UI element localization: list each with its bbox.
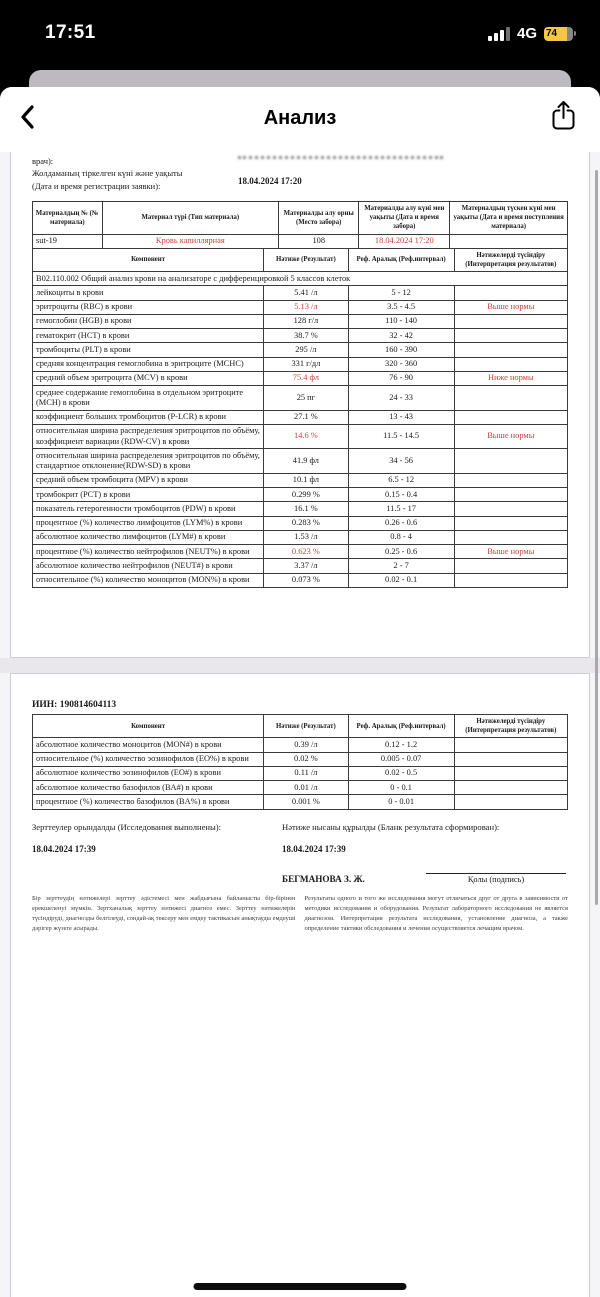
component-cell: абсолютное количество лимфоцитов (LYM#) в крови [33, 530, 264, 544]
table-row [33, 795, 568, 809]
value-cell: 16.1 % [264, 502, 349, 516]
illegible-scan-text [238, 156, 443, 160]
table-row [33, 357, 568, 371]
value-cell: 0.01 /л [264, 781, 349, 795]
value-cell: 5 - 12 [348, 286, 454, 300]
value-cell [450, 234, 568, 248]
home-indicator[interactable] [194, 1283, 407, 1290]
component-cell: процентное (%) количество лимфоцитов (LYM%) в крови [33, 516, 264, 530]
value-cell: 0 - 0.01 [348, 795, 454, 809]
value-cell: 34 - 56 [348, 449, 454, 474]
performed-date: 18.04.2024 17:39 [32, 843, 96, 854]
registration-label-kk: Жолдаманың тіркелген күні және уақыты [32, 168, 183, 179]
value-cell: 27.1 % [264, 410, 349, 424]
value-cell [454, 329, 567, 343]
table-row [33, 516, 568, 530]
section-row [33, 272, 568, 286]
value-cell [454, 752, 567, 766]
column-header: Реф. Аралық (Реф.интервал) [348, 715, 454, 738]
value-cell: 0.39 /л [264, 738, 349, 752]
value-cell [454, 516, 567, 530]
value-cell: 25 пг [264, 386, 349, 411]
table-row [33, 530, 568, 544]
value-cell [454, 781, 567, 795]
component-cell: средний объем эритроцита (MCV) в крови [33, 371, 264, 385]
column-header: Материал түрі (Тип материала) [102, 202, 279, 235]
value-cell: 32 - 42 [348, 329, 454, 343]
component-cell: коэффициент больших тромбоцитов (P-LCR) в крови [33, 410, 264, 424]
value-cell: 0.005 - 0.07 [348, 752, 454, 766]
table-row [33, 781, 568, 795]
component-cell: абсолютное количество нейтрофилов (NEUT#) в крови [33, 559, 264, 573]
component-cell: абсолютное количество базофилов (BA#) в крови [33, 781, 264, 795]
table-row [33, 488, 568, 502]
signature-line [426, 864, 566, 874]
value-cell: 0.12 - 1.2 [348, 738, 454, 752]
value-cell: 0.02 % [264, 752, 349, 766]
value-cell: 38.7 % [264, 329, 349, 343]
value-cell: 0.8 - 4 [348, 530, 454, 544]
registration-label-ru: (Дата и время регистрации заявки): [32, 180, 161, 191]
component-cell: тромбоциты (PLT) в крови [33, 343, 264, 357]
table-row [33, 424, 568, 449]
analysis-section-title: В02.110.002 Общий анализ крови на анализаторе с дифференцировкой 5 классов клеток [33, 272, 568, 286]
pdf-page-2 [10, 673, 590, 1297]
value-cell: 110 - 140 [348, 314, 454, 328]
pdf-page-1 [10, 152, 590, 658]
component-cell: относительное (%) количество эозинофилов (EO%) в крови [33, 752, 264, 766]
component-cell: относительная ширина распределения эритроцитов по объёму, стандартное отклонение(RDW-SD) в крови [33, 449, 264, 474]
column-header: Нәтиже (Результат) [264, 715, 349, 738]
value-cell: Выше нормы [454, 300, 567, 314]
table-row [33, 300, 568, 314]
performed-label: Зерттеулер орындалды (Исследования выполнены): [32, 821, 222, 832]
table-row [33, 410, 568, 424]
column-header: Компонент [33, 715, 264, 738]
value-cell: 160 - 390 [348, 343, 454, 357]
table-row [33, 752, 568, 766]
value-cell [454, 286, 567, 300]
value-cell: 320 - 360 [348, 357, 454, 371]
share-icon [551, 100, 576, 136]
value-cell: 0.623 % [264, 545, 349, 559]
value-cell: 6.5 - 12 [348, 473, 454, 487]
component-cell: гемоглобин (HGB) в крови [33, 314, 264, 328]
value-cell: 24 - 33 [348, 386, 454, 411]
value-cell [454, 473, 567, 487]
column-header: Нәтижелерді түсіндіру (Интерпретация результатов) [454, 248, 567, 271]
iin-number: ИИН: 190814604113 [32, 700, 117, 710]
value-cell: 3.5 - 4.5 [348, 300, 454, 314]
value-cell: 0.02 - 0.1 [348, 573, 454, 587]
value-cell: 0.283 % [264, 516, 349, 530]
component-cell: процентное (%) количество нейтрофилов (NEUT%) в крови [33, 545, 264, 559]
component-cell: sut-19 [33, 234, 103, 248]
value-cell: 5.41 /л [264, 286, 349, 300]
table-row [33, 502, 568, 516]
value-cell: 41.9 фл [264, 449, 349, 474]
table-row [33, 545, 568, 559]
table-row [33, 449, 568, 474]
value-cell: Ниже нормы [454, 371, 567, 385]
materials-table [32, 201, 568, 249]
value-cell: 13 - 43 [348, 410, 454, 424]
value-cell: 2 - 7 [348, 559, 454, 573]
value-cell: 0.25 - 0.6 [348, 545, 454, 559]
value-cell [454, 502, 567, 516]
value-cell: 14.6 % [264, 424, 349, 449]
column-header: Реф. Аралық (Реф.интервал) [348, 248, 454, 271]
signature-label: Қолы (подпись) [467, 875, 525, 885]
table-row [33, 286, 568, 300]
value-cell [454, 738, 567, 752]
component-cell: абсолютное количество моноцитов (MON#) в крови [33, 738, 264, 752]
component-cell: средний объем тромбоцита (MPV) в крови [33, 473, 264, 487]
battery-percent: 74 [546, 28, 558, 39]
component-cell: относительная ширина распределения эритроцитов по объёму, коэффициент вариации (RDW-CV) в крови [33, 424, 264, 449]
battery-icon [544, 27, 576, 41]
table-row [33, 343, 568, 357]
column-header: Материалды алу күні мен уақыты (Дата и время забора) [359, 202, 450, 235]
formed-date: 18.04.2024 17:39 [282, 843, 346, 854]
value-cell [454, 559, 567, 573]
scroll-indicator[interactable] [595, 170, 598, 905]
value-cell: 0 - 0.1 [348, 781, 454, 795]
value-cell [454, 357, 567, 371]
value-cell: 76 - 90 [348, 371, 454, 385]
component-cell: средняя концентрация гемоглобина в эритроците (MCHC) [33, 357, 264, 371]
value-cell: 128 г/л [264, 314, 349, 328]
modal-sheet [0, 87, 600, 1297]
table-row [33, 386, 568, 411]
disclaimer-kazakh: Бір зерттеудің нәтижелері зерттеу әдістемесі мен жабдығына байланысты бір-бірінен ерекшеленуі мүмкін. Зертханалық зерттеу нәтижесі диагноз емес. Зерттеу нәтижелерін түсіндіруді, диагнозды белгілеуді, сондай-ақ тексеру мен емдеу тактикасын анықтауды емдеуші дәрігер жүзеге асырады. [32, 895, 296, 933]
value-cell: 0.02 - 0.5 [348, 766, 454, 780]
value-cell: 75.4 фл [264, 371, 349, 385]
table-row [33, 314, 568, 328]
column-header: Материалды алу орны (Место забора) [279, 202, 359, 235]
registration-datetime: 18.04.2024 17:20 [238, 176, 302, 186]
value-cell [454, 488, 567, 502]
component-cell: показатель гетерогенности тромбоцитов (PDW) в крови [33, 502, 264, 516]
table-row [33, 473, 568, 487]
component-cell: тромбокрит (PCT) в крови [33, 488, 264, 502]
partial-label: врач): [32, 156, 54, 166]
value-cell: 1.53 /л [264, 530, 349, 544]
component-cell: процентное (%) количество базофилов (BA%) в крови [33, 795, 264, 809]
column-header: Материалдың № (№ материала) [33, 202, 103, 235]
table-row [33, 329, 568, 343]
value-cell: 295 /л [264, 343, 349, 357]
table-row [33, 559, 568, 573]
value-cell [454, 314, 567, 328]
network-type-label: 4G [516, 25, 537, 42]
value-cell: Выше нормы [454, 545, 567, 559]
value-cell: 0.26 - 0.6 [348, 516, 454, 530]
component-cell: эритроциты (RBC) в крови [33, 300, 264, 314]
value-cell [454, 573, 567, 587]
column-header: Нәтиже (Результат) [264, 248, 349, 271]
back-button[interactable] [20, 103, 50, 135]
document-viewport[interactable] [0, 152, 600, 1297]
component-cell: абсолютное количество эозинофилов (EO#) в крови [33, 766, 264, 780]
value-cell: 0.299 % [264, 488, 349, 502]
value-cell [454, 530, 567, 544]
value-cell [454, 410, 567, 424]
value-cell [454, 343, 567, 357]
component-cell: относительное (%) количество моноцитов (MON%) в крови [33, 573, 264, 587]
results-table-page2 [32, 714, 568, 810]
value-cell: 0.15 - 0.4 [348, 488, 454, 502]
value-cell: 0.11 /л [264, 766, 349, 780]
component-cell: среднее содержание гемоглобина в отдельном эритроците (MCH) в крови [33, 386, 264, 411]
value-cell [454, 795, 567, 809]
results-table-page1 [32, 248, 568, 588]
table-row [33, 738, 568, 752]
value-cell: 11.5 - 14.5 [348, 424, 454, 449]
value-cell: 10.1 фл [264, 473, 349, 487]
value-cell [454, 386, 567, 411]
value-cell: 0.073 % [264, 573, 349, 587]
page-title: Анализ [263, 107, 337, 129]
value-cell: 3.37 /л [264, 559, 349, 573]
table-row [33, 234, 568, 248]
value-cell: 18.04.2024 17:20 [359, 234, 450, 248]
share-button[interactable] [548, 99, 578, 137]
clock: 17:51 [45, 22, 96, 43]
value-cell: 108 [279, 234, 359, 248]
chevron-left-icon [20, 105, 34, 134]
value-cell: 11.5 - 17 [348, 502, 454, 516]
page-break-gap [0, 658, 600, 673]
value-cell [454, 449, 567, 474]
table-row [33, 371, 568, 385]
value-cell [454, 766, 567, 780]
disclaimer-russian: Результаты одного и того же исследования могут отличаться друг от друга в зависимости от методики исследования и оборудования. Результат лабораторного исследования не является диагнозом. Интерпретация результата исследования, установление диагноза, а также определение тактики обследования и лечения осуществляется лечащим врачом. [304, 895, 568, 933]
table-row [33, 573, 568, 587]
value-cell: 0.001 % [264, 795, 349, 809]
status-bar [0, 0, 600, 70]
cellular-signal-icon [488, 26, 510, 41]
formed-label: Нәтиже нысаны құрылды (Бланк результата сформирован): [282, 821, 500, 832]
value-cell: Выше нормы [454, 424, 567, 449]
value-cell: Кровь капиллярная [102, 234, 279, 248]
value-cell: 5.13 /л [264, 300, 349, 314]
column-header: Компонент [33, 248, 264, 271]
navigation-bar [0, 87, 600, 152]
doctor-name: БЕГМАНОВА З. Ж. [282, 874, 365, 885]
component-cell: гематокрит (HCT) в крови [33, 329, 264, 343]
column-header: Материалдың түскен күні мен уақыты (Дата и время поступления материала) [450, 202, 568, 235]
column-header: Нәтижелерді түсіндіру (Интерпретация результатов) [454, 715, 567, 738]
value-cell: 331 г/дл [264, 357, 349, 371]
component-cell: лейкоциты в крови [33, 286, 264, 300]
table-row [33, 766, 568, 780]
